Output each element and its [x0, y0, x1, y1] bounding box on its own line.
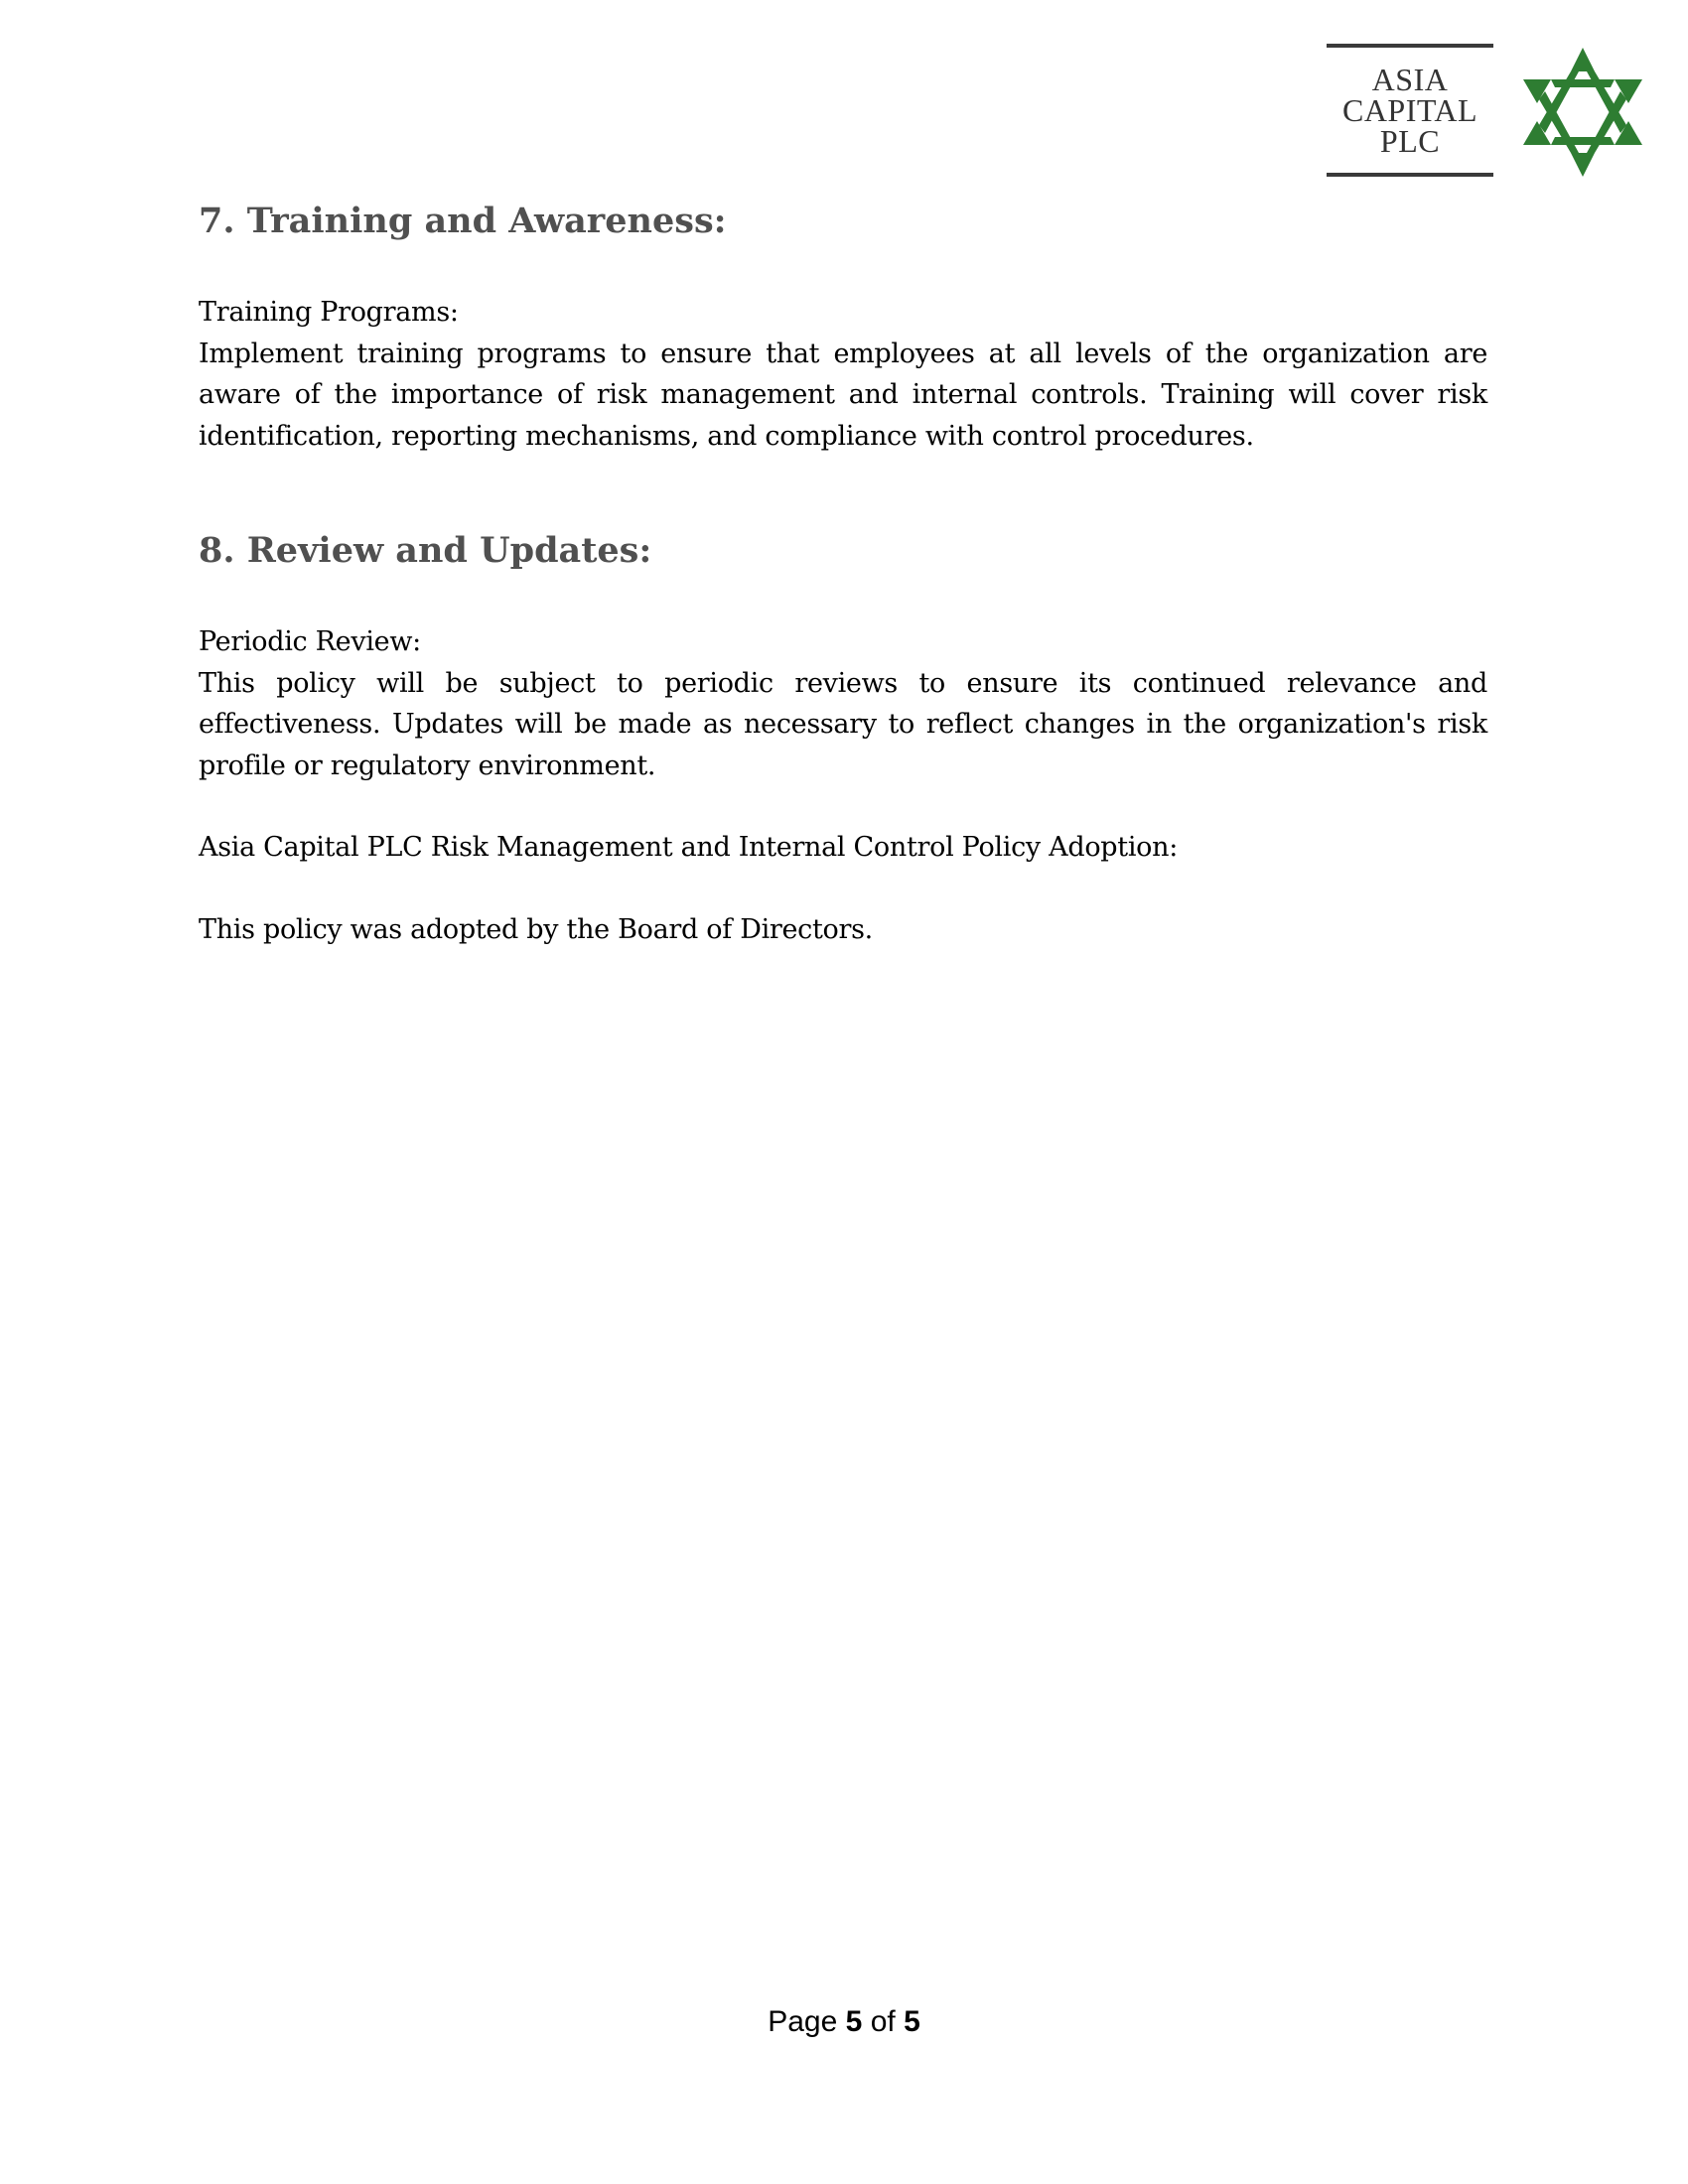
section-body: This policy will be subject to periodic reviews to ensure its continued relevance and effectiveness. Updates will be made as necessary to reflect changes in the organization's risk profile or regulatory environment.: [199, 667, 1487, 781]
logo-line-3: PLC: [1379, 122, 1441, 159]
section-heading: 8. Review and Updates:: [199, 530, 652, 571]
logo-line-1: ASIA: [1371, 61, 1449, 97]
footer-current-page: 5: [845, 2005, 863, 2038]
footer-of-word: of: [870, 2005, 896, 2038]
section-review-updates: [199, 524, 1487, 786]
adoption-statement: This policy was adopted by the Board of Directors.: [199, 913, 873, 945]
page-number-footer: [0, 2005, 1688, 2039]
section-subheading: Periodic Review:: [199, 626, 421, 657]
logo-line-2: CAPITAL: [1341, 91, 1478, 128]
section-subheading: Training Programs:: [199, 297, 459, 328]
section-heading: 7. Training and Awareness:: [199, 201, 727, 241]
adoption-title: Asia Capital PLC Risk Management and Internal Control Policy Adoption:: [199, 832, 1178, 863]
logo-wordmark: [1327, 44, 1493, 177]
section-training-awareness: [199, 195, 1487, 457]
company-logo: [1327, 44, 1644, 183]
green-six-point-star-icon: [1521, 48, 1644, 177]
document-body: [199, 195, 1487, 950]
section-body: Implement training programs to ensure that employees at all levels of the organization are aware of the importance of risk management and internal controls. Training will cover risk identification, reporting mechanisms, and compliance with control procedures.: [199, 338, 1487, 452]
footer-page-word: Page: [768, 2005, 838, 2038]
footer-total-pages: 5: [904, 2005, 920, 2038]
